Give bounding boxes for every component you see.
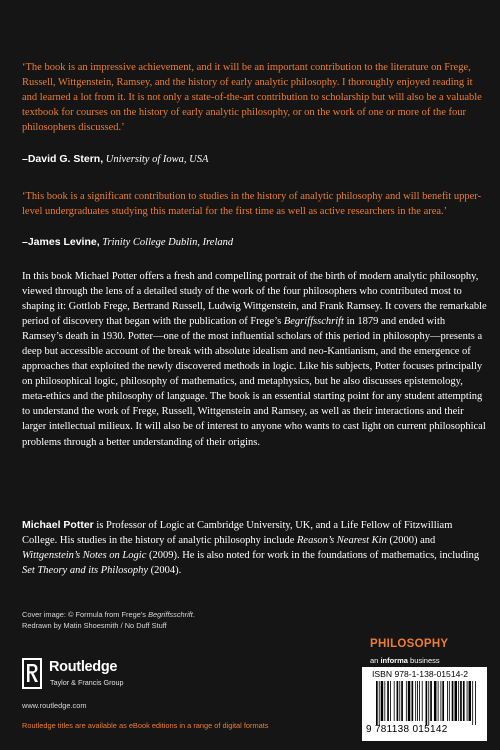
barcode-bar [376,681,378,725]
barcode-bar [426,681,428,725]
redrawn-credit: Redrawn by Matin Shoesmith / No Duff Stuff [22,621,167,630]
barcode-bar [455,681,458,721]
review-quote-stern: ‘The book is an impressive achievement, and it will be an important contribution to the literature on Frege, Russell, Wittgenstein, Ramsey, and the history of early analytic philosophy. I thoroughly enjoyed reading it and learned a lot from it. It is not only a state-of-the-art contribution to scholarship but will also be a valuable textbook for courses on the history of early analytic philosophy, or on the work of one or more of the four philosophers discussed.’ [22,62,482,133]
barcode-bar [401,681,403,721]
barcode-bar [469,681,472,721]
publisher-website: www.routledge.com [22,701,87,710]
barcode-bar [415,681,416,721]
barcode-bar [384,681,385,721]
barcode-bar [381,681,384,721]
barcode-bar [397,681,399,721]
review-quote-levine: ‘This book is a significant contribution to studies in the history of analytic philosophy and will benefit upper-level undergraduates studying this material for the first time as well as active researchers in the area.’ [22,191,482,217]
reviewer-name: –David G. Stern, [22,153,104,165]
barcode-bar [460,681,462,721]
barcode-bar [417,681,418,721]
author-bio: Michael Potter is Professor of Logic at Cambridge University, UK, and a Life Fellow of Fitzwilliam College. His studies in the history of analytic philosophy include Reason’s Nearest Kin (2000) and Wittgenstein’s Notes on Logic (2009). He is also noted for work in the foundations of mathematics, including Set Theory and its Philosophy (2004). [22,519,480,577]
book-description: In this book Michael Potter offers a fresh and compelling portrait of the birth of modern analytic philosophy, viewed through the lens of a detailed study of the work of the four philosophers who contributed most to shaping it: Gottlob Frege, Bertrand Russell, Ludwig Wittgenstein, and Frank Ramsey. It covers the remarkable period of discovery that began with the publication of Frege’s Begriffsschrift in 1879 and ended with Ramsey’s death in 1930. Potter—one of the most influential scholars of this period in philosophy—presents a deep but accessible account of the break with absolute idealism and neo-Kantianism, and the emergence of approaches that exploited the newly discovered methods in logic. Like his subjects, Potter focuses principally on philosophical logic, philosophy of mathematics, and metaphysics, but he also discusses epistemology, meta-ethics and the philosophy of language. The book is an essential starting point for any student attempting to understand the work of Frege, Russell, Wittgenstein and Ramsey, as well as their interactions and their larger intellectual milieux. It will also be of interest to anyone who wants to cast light on current philosophical problems through a better understanding of their origins. [22,271,487,448]
barcode-bar [447,681,448,721]
barcode-bar [412,681,414,721]
barcode-bar [475,681,476,725]
barcode-bar [467,681,468,721]
reviewer-name: –James Levine, [22,236,100,248]
barcode-bar [390,681,391,721]
barcode-bar [442,681,444,721]
reviewer-affiliation: University of Iowa, USA [105,154,209,165]
barcode-bar [387,681,389,721]
barcode-bar [463,681,465,721]
review-attribution-stern [22,152,208,167]
isbn-label: ISBN 978-1-138-01514-2 [372,669,469,679]
barcode-bar [449,681,450,721]
author-name: Michael Potter [22,519,94,531]
routledge-logo-icon [22,658,42,689]
cover-credits [22,609,262,631]
barcode-bar [434,681,437,721]
barcode-bar [419,681,420,721]
ebook-availability-note: Routledge titles are available as eBook editions in a range of digital formats [22,721,269,730]
barcode-digits: 9 781138 015142 [366,724,448,735]
review-attribution-levine [22,235,233,250]
subject-category: PHILOSOPHY [370,638,449,650]
barcode-bar [394,681,395,721]
barcode-bar [399,681,400,721]
barcode-bar [406,681,407,721]
barcode-bar [458,681,459,721]
barcode-bar [408,681,411,721]
reviewer-affiliation: Trinity College Dublin, Ireland [102,237,234,248]
barcode-bar [430,681,432,721]
barcode-icon [376,681,476,725]
isbn-barcode-panel [362,667,487,741]
barcode-bar [379,681,380,725]
barcode-bar [472,681,473,725]
barcode-bar [428,681,429,725]
barcode-bar [422,681,423,721]
informa-business-line: an informa business [370,656,440,665]
cover-image-credit: Cover image: © Formula from Frege’s Begriffsschrift. [22,610,195,619]
publisher-logo [22,658,202,698]
barcode-bar [452,681,454,721]
barcode-bar [440,681,441,721]
publisher-name: Routledge [49,659,118,675]
barcode-bar [438,681,439,721]
publisher-group: Taylor & Francis Group [50,678,124,687]
